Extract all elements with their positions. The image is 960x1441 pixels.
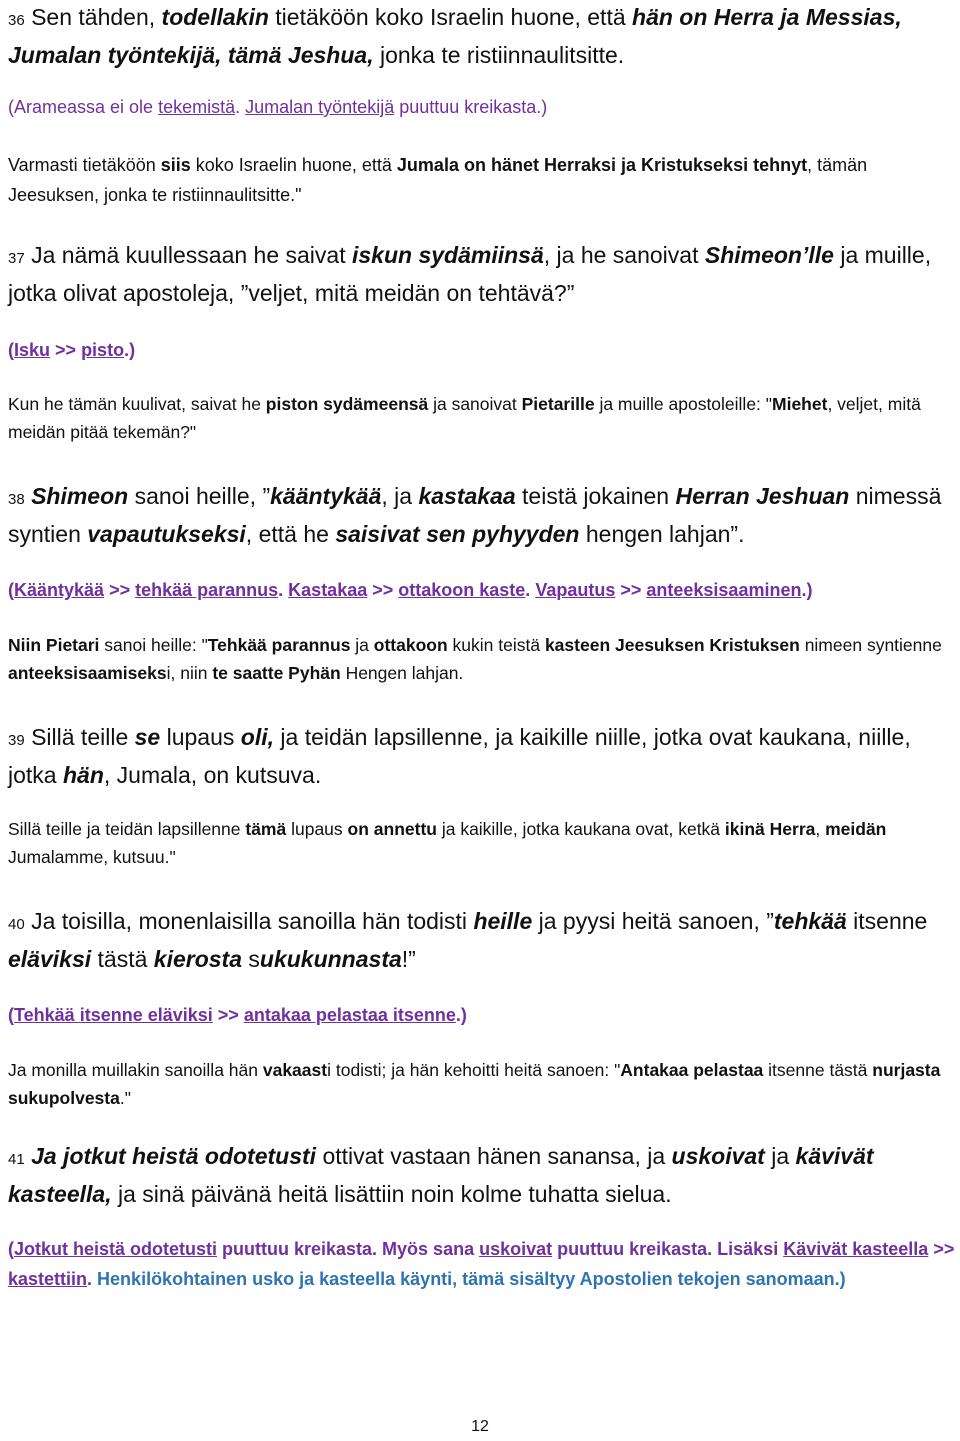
- text: ja sanoivat: [428, 394, 522, 414]
- verse-40: [8, 904, 956, 976]
- note-40: [8, 1000, 956, 1030]
- text: .": [119, 1088, 131, 1108]
- translation-40: [8, 1056, 956, 1112]
- page-number: 12: [471, 1418, 489, 1435]
- emphasis: ottakoon: [373, 635, 448, 655]
- text: ja: [764, 1143, 796, 1169]
- text: ,: [815, 819, 826, 839]
- verse-36: [8, 0, 956, 72]
- text: Kastakaa: [288, 580, 368, 600]
- text: ja muille apostoleille: ": [594, 394, 772, 414]
- text: ja: [350, 635, 374, 655]
- text: >>: [50, 340, 82, 360]
- verse-38: [8, 479, 956, 551]
- text: Sen tähden,: [24, 4, 162, 30]
- text: , ja he sanoivat: [543, 242, 705, 268]
- emphasis: piston sydämeensä: [265, 394, 429, 414]
- text: (: [8, 1005, 14, 1025]
- text: kukin teistä: [447, 635, 545, 655]
- emphasis: eläviksi: [8, 946, 92, 972]
- text: .: [87, 1269, 98, 1289]
- emphasis: todellakin: [161, 4, 269, 30]
- verse-number: 40: [8, 916, 25, 933]
- text: Varmasti tietäköön: [8, 155, 161, 175]
- text: .: [235, 97, 246, 117]
- emphasis: kasteen Jeesuksen Kristuksen: [544, 635, 800, 655]
- text: puuttuu kreikasta. Lisäksi: [552, 1239, 784, 1259]
- emphasis: Pietarille: [521, 394, 595, 414]
- text: teistä jokainen: [515, 483, 676, 509]
- text: ottakoon kaste: [398, 580, 526, 600]
- emphasis: heille: [473, 908, 533, 934]
- text: Jotkut heistä odotetusti: [14, 1239, 218, 1259]
- emphasis: Shimeon’lle: [704, 242, 834, 268]
- text: sanoi heille: ": [99, 635, 208, 655]
- emphasis: kävivät kasteella,: [8, 1143, 874, 1207]
- emphasis: Jumala on hänet Herraksi ja Kristukseksi tehnyt: [396, 155, 808, 175]
- text: , ja: [381, 483, 419, 509]
- emphasis: Shimeon: [31, 483, 129, 509]
- text: (: [8, 580, 14, 600]
- text: Ja nämä kuullessaan he saivat: [24, 242, 352, 268]
- emphasis: kierosta: [153, 946, 243, 972]
- text: s: [242, 946, 260, 972]
- text: Henkilökohtainen usko ja kasteella käynti, tämä sisältyy Apostolien tekojen sanomaan.): [97, 1269, 846, 1289]
- translation-39: [8, 815, 956, 871]
- text: koko Israelin huone, että: [190, 155, 397, 175]
- text: puuttuu kreikasta.): [394, 97, 548, 117]
- text: ottivat vastaan hänen sanansa, ja: [316, 1143, 672, 1169]
- text: antakaa pelastaa itsenne: [243, 1005, 456, 1025]
- emphasis: on annettu: [347, 819, 437, 839]
- text: itsenne: [846, 908, 928, 934]
- text: uskoivat: [479, 1239, 553, 1259]
- text: tekemistä: [158, 97, 236, 117]
- text: Kääntykää: [14, 580, 105, 600]
- translation-38: [8, 631, 956, 687]
- emphasis: oli,: [240, 724, 275, 750]
- text: lupaus: [286, 819, 348, 839]
- text: >>: [367, 580, 399, 600]
- text: , tämän Jeesuksen, jonka te ristiinnaulitsitte.": [8, 155, 868, 205]
- emphasis: Niin Pietari: [8, 635, 100, 655]
- text: .): [124, 340, 136, 360]
- text: >>: [104, 580, 136, 600]
- text: ja pyysi heitä sanoen, ”: [532, 908, 774, 934]
- emphasis: hän on Herra ja Messias, Jumalan työntekijä, tämä Jeshua,: [8, 4, 902, 68]
- text: ja sinä päivänä heitä lisättiin noin kolme tuhatta sielua.: [111, 1181, 672, 1207]
- emphasis: Ja jotkut heistä odotetusti: [24, 1143, 317, 1169]
- translation-37: [8, 390, 956, 446]
- emphasis: nurjasta sukupolvesta: [8, 1060, 941, 1108]
- text: Sillä teille: [24, 724, 135, 750]
- text: pisto: [81, 340, 125, 360]
- verse-number: 36: [8, 12, 25, 29]
- text: i todisti; ja hän kehoitti heitä sanoen: ": [327, 1060, 621, 1080]
- verse-number: 37: [8, 250, 25, 267]
- text: (Arameassa ei ole: [8, 97, 159, 117]
- text: .: [525, 580, 536, 600]
- text: , Jumala, on kutsuva.: [103, 762, 322, 788]
- text: ja muille, jotka olivat apostoleja, ”veljet, mitä meidän on tehtävä?”: [8, 242, 932, 306]
- emphasis: meidän: [825, 819, 887, 839]
- text: ja kaikille, jotka kaukana ovat, ketkä: [436, 819, 725, 839]
- text: anteeksisaaminen: [646, 580, 802, 600]
- verse-39: [8, 720, 956, 792]
- text: .: [278, 580, 289, 600]
- emphasis: se: [134, 724, 161, 750]
- emphasis: ikinä Herra: [724, 819, 816, 839]
- text: nimessä syntien: [8, 483, 942, 547]
- emphasis: Tehkää parannus: [207, 635, 351, 655]
- verse-37: [8, 238, 956, 310]
- text: .): [455, 1005, 467, 1025]
- verse-number: 41: [8, 1151, 25, 1168]
- text: Isku: [14, 340, 51, 360]
- text: >>: [615, 580, 647, 600]
- note-36: [8, 92, 956, 122]
- text: Vapautus: [535, 580, 616, 600]
- text: Kävivät kasteella: [783, 1239, 929, 1259]
- text: nimeen syntienne: [799, 635, 942, 655]
- emphasis: ukukunnasta: [259, 946, 402, 972]
- text: Jumalamme, kutsuu.": [8, 847, 176, 867]
- text: !”: [401, 946, 416, 972]
- verse-number: 39: [8, 732, 25, 749]
- emphasis: saisivat sen pyhyyden: [335, 521, 580, 547]
- emphasis: vapautukseksi: [87, 521, 246, 547]
- emphasis: uskoivat: [671, 1143, 765, 1169]
- emphasis: tehkää: [773, 908, 847, 934]
- text: Ja toisilla, monenlaisilla sanoilla hän todisti: [24, 908, 474, 934]
- emphasis: tämä: [245, 819, 287, 839]
- emphasis: iskun sydämiinsä: [352, 242, 544, 268]
- text: tietäköön koko Israelin huone, että: [268, 4, 633, 30]
- text: (: [8, 340, 14, 360]
- text: .): [801, 580, 813, 600]
- text: i, niin: [166, 663, 213, 683]
- note-38: [8, 575, 956, 605]
- text: itsenne tästä: [763, 1060, 873, 1080]
- text: sanoi heille, ”: [128, 483, 271, 509]
- emphasis: Herran Jeshuan: [675, 483, 850, 509]
- text: tästä: [91, 946, 154, 972]
- emphasis: Antakaa pelastaa: [620, 1060, 764, 1080]
- emphasis: anteeksisaamiseks: [8, 663, 167, 683]
- verse-41: [8, 1139, 956, 1211]
- emphasis: siis: [160, 155, 191, 175]
- emphasis: vakaast: [262, 1060, 328, 1080]
- emphasis: te saatte Pyhän: [212, 663, 341, 683]
- text: Ja monilla muillakin sanoilla hän: [8, 1060, 263, 1080]
- text: lupaus: [160, 724, 241, 750]
- text: Kun he tämän kuulivat, saivat he: [8, 394, 266, 414]
- text: Tehkää itsenne eläviksi: [14, 1005, 213, 1025]
- verse-number: 38: [8, 491, 25, 508]
- text: >>: [928, 1239, 955, 1259]
- text: Jumalan työntekijä: [245, 97, 395, 117]
- text: jonka te ristiinnaulitsitte.: [373, 42, 625, 68]
- text: hengen lahjan”.: [579, 521, 745, 547]
- translation-36: [8, 150, 956, 210]
- text: Hengen lahjan.: [340, 663, 464, 683]
- text: >>: [212, 1005, 244, 1025]
- text: ja teidän lapsillenne, ja kaikille niille, jotka ovat kaukana, niille, jotka: [8, 724, 911, 788]
- text: kastettiin: [8, 1269, 88, 1289]
- emphasis: kääntykää: [270, 483, 382, 509]
- note-41: [8, 1234, 956, 1294]
- text: Sillä teille ja teidän lapsillenne: [8, 819, 246, 839]
- note-37: [8, 335, 956, 365]
- text: tehkää parannus: [135, 580, 279, 600]
- text: , että he: [245, 521, 336, 547]
- text: puuttuu kreikasta. Myös sana: [217, 1239, 480, 1259]
- emphasis: Miehet: [772, 394, 828, 414]
- text: , veljet, mitä meidän pitää tekemän?": [8, 394, 921, 442]
- emphasis: hän: [62, 762, 104, 788]
- text: (: [8, 1239, 14, 1259]
- emphasis: kastakaa: [418, 483, 516, 509]
